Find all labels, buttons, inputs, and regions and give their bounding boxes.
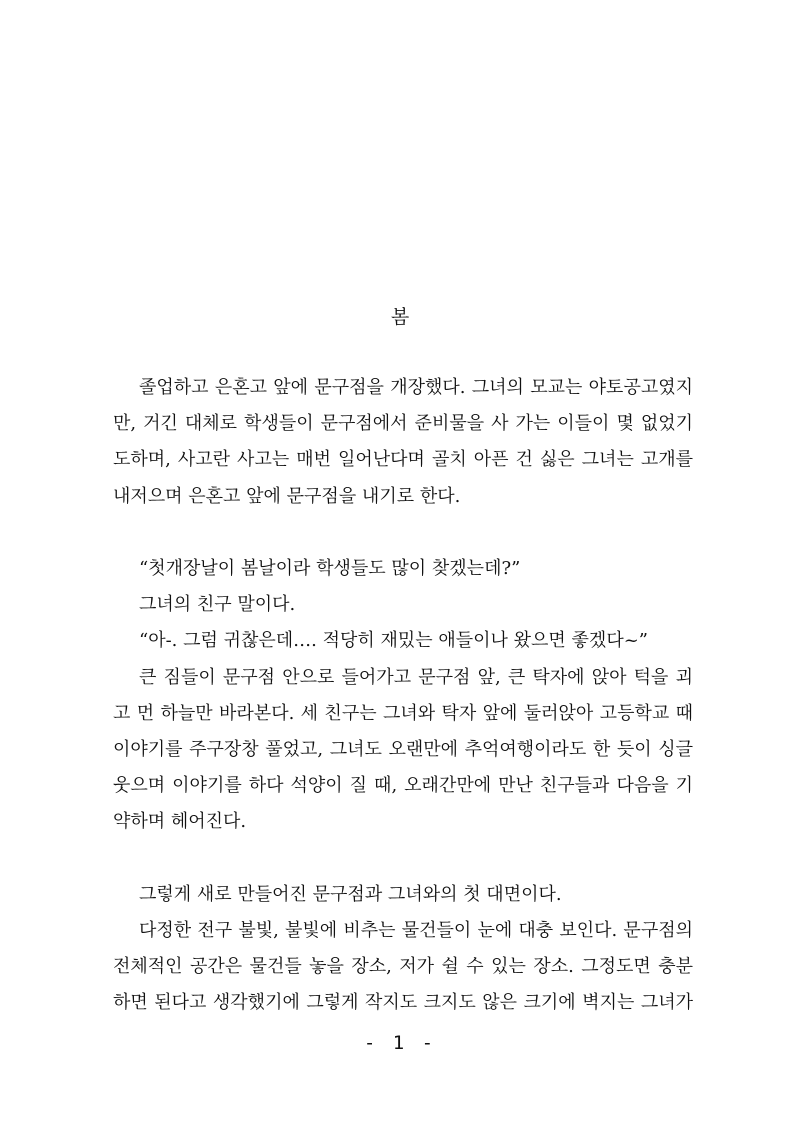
text-line: 졸업하고 은혼고 앞에 문구점을 개장했다. 그녀의 모교는 야토공고였지 [139, 377, 693, 398]
text-line: 큰 짐들이 문구점 안으로 들어가고 문구점 앞, 큰 탁자에 앉아 턱을 괴 [139, 666, 693, 688]
paragraph-gap [113, 841, 693, 877]
paragraph-gap [113, 515, 693, 551]
paragraph [113, 370, 693, 515]
text-line: 내저으며 은혼고 앞에 문구점을 내기로 한다. [113, 485, 461, 507]
page-number: - 1 - [363, 1032, 437, 1054]
body-text [113, 370, 693, 1022]
chapter-title: 봄 [390, 306, 410, 328]
text-line: 도하며, 사고란 사고는 매번 일어난다며 골치 아픈 건 싫은 그녀는 고개를 [113, 449, 693, 471]
text-line: 웃으며 이야기를 하다 석양이 질 때, 오래간만에 만난 친구들과 다음을 기 [113, 775, 693, 797]
text-line: 그렇게 새로 만들어진 문구점과 그녀와의 첫 대면이다. [139, 883, 562, 905]
text-line: 이야기를 주구장창 풀었고, 그녀도 오랜만에 추억여행이라도 한 듯이 싱글 [113, 739, 693, 761]
text-line: 전체적인 공간은 물건들 놓을 장소, 저가 쉴 수 있는 장소. 그정도면 충분 [113, 956, 693, 978]
text-line: 다정한 전구 불빛, 불빛에 비추는 물건들이 눈에 대충 보인다. 문구점의 [139, 920, 693, 942]
paragraph [113, 877, 693, 913]
paragraph [113, 587, 693, 623]
text-line: 약하며 헤어진다. [113, 811, 247, 833]
paragraph [113, 660, 693, 841]
paragraph [113, 551, 693, 587]
text-line: 고 먼 하늘만 바라본다. 세 친구는 그녀와 탁자 앞에 둘러앉아 고등학교 때 [113, 702, 693, 724]
paragraph [113, 623, 693, 659]
text-line: 하면 된다고 생각했기에 그렇게 작지도 크지도 않은 크기에 벽지는 그녀가 [113, 992, 693, 1014]
text-line: “아-. 그럼 귀찮은데…. 적당히 재밌는 애들이나 왔으면 좋겠다~” [139, 630, 648, 652]
text-line: 그녀의 친구 말이다. [139, 594, 296, 616]
text-line: “첫개장날이 봄날이라 학생들도 많이 찾겠는데?” [139, 558, 521, 579]
paragraph [113, 913, 693, 1022]
text-line: 만, 거긴 대체로 학생들이 문구점에서 준비물을 사 가는 이들이 몇 없었기 [113, 413, 693, 435]
